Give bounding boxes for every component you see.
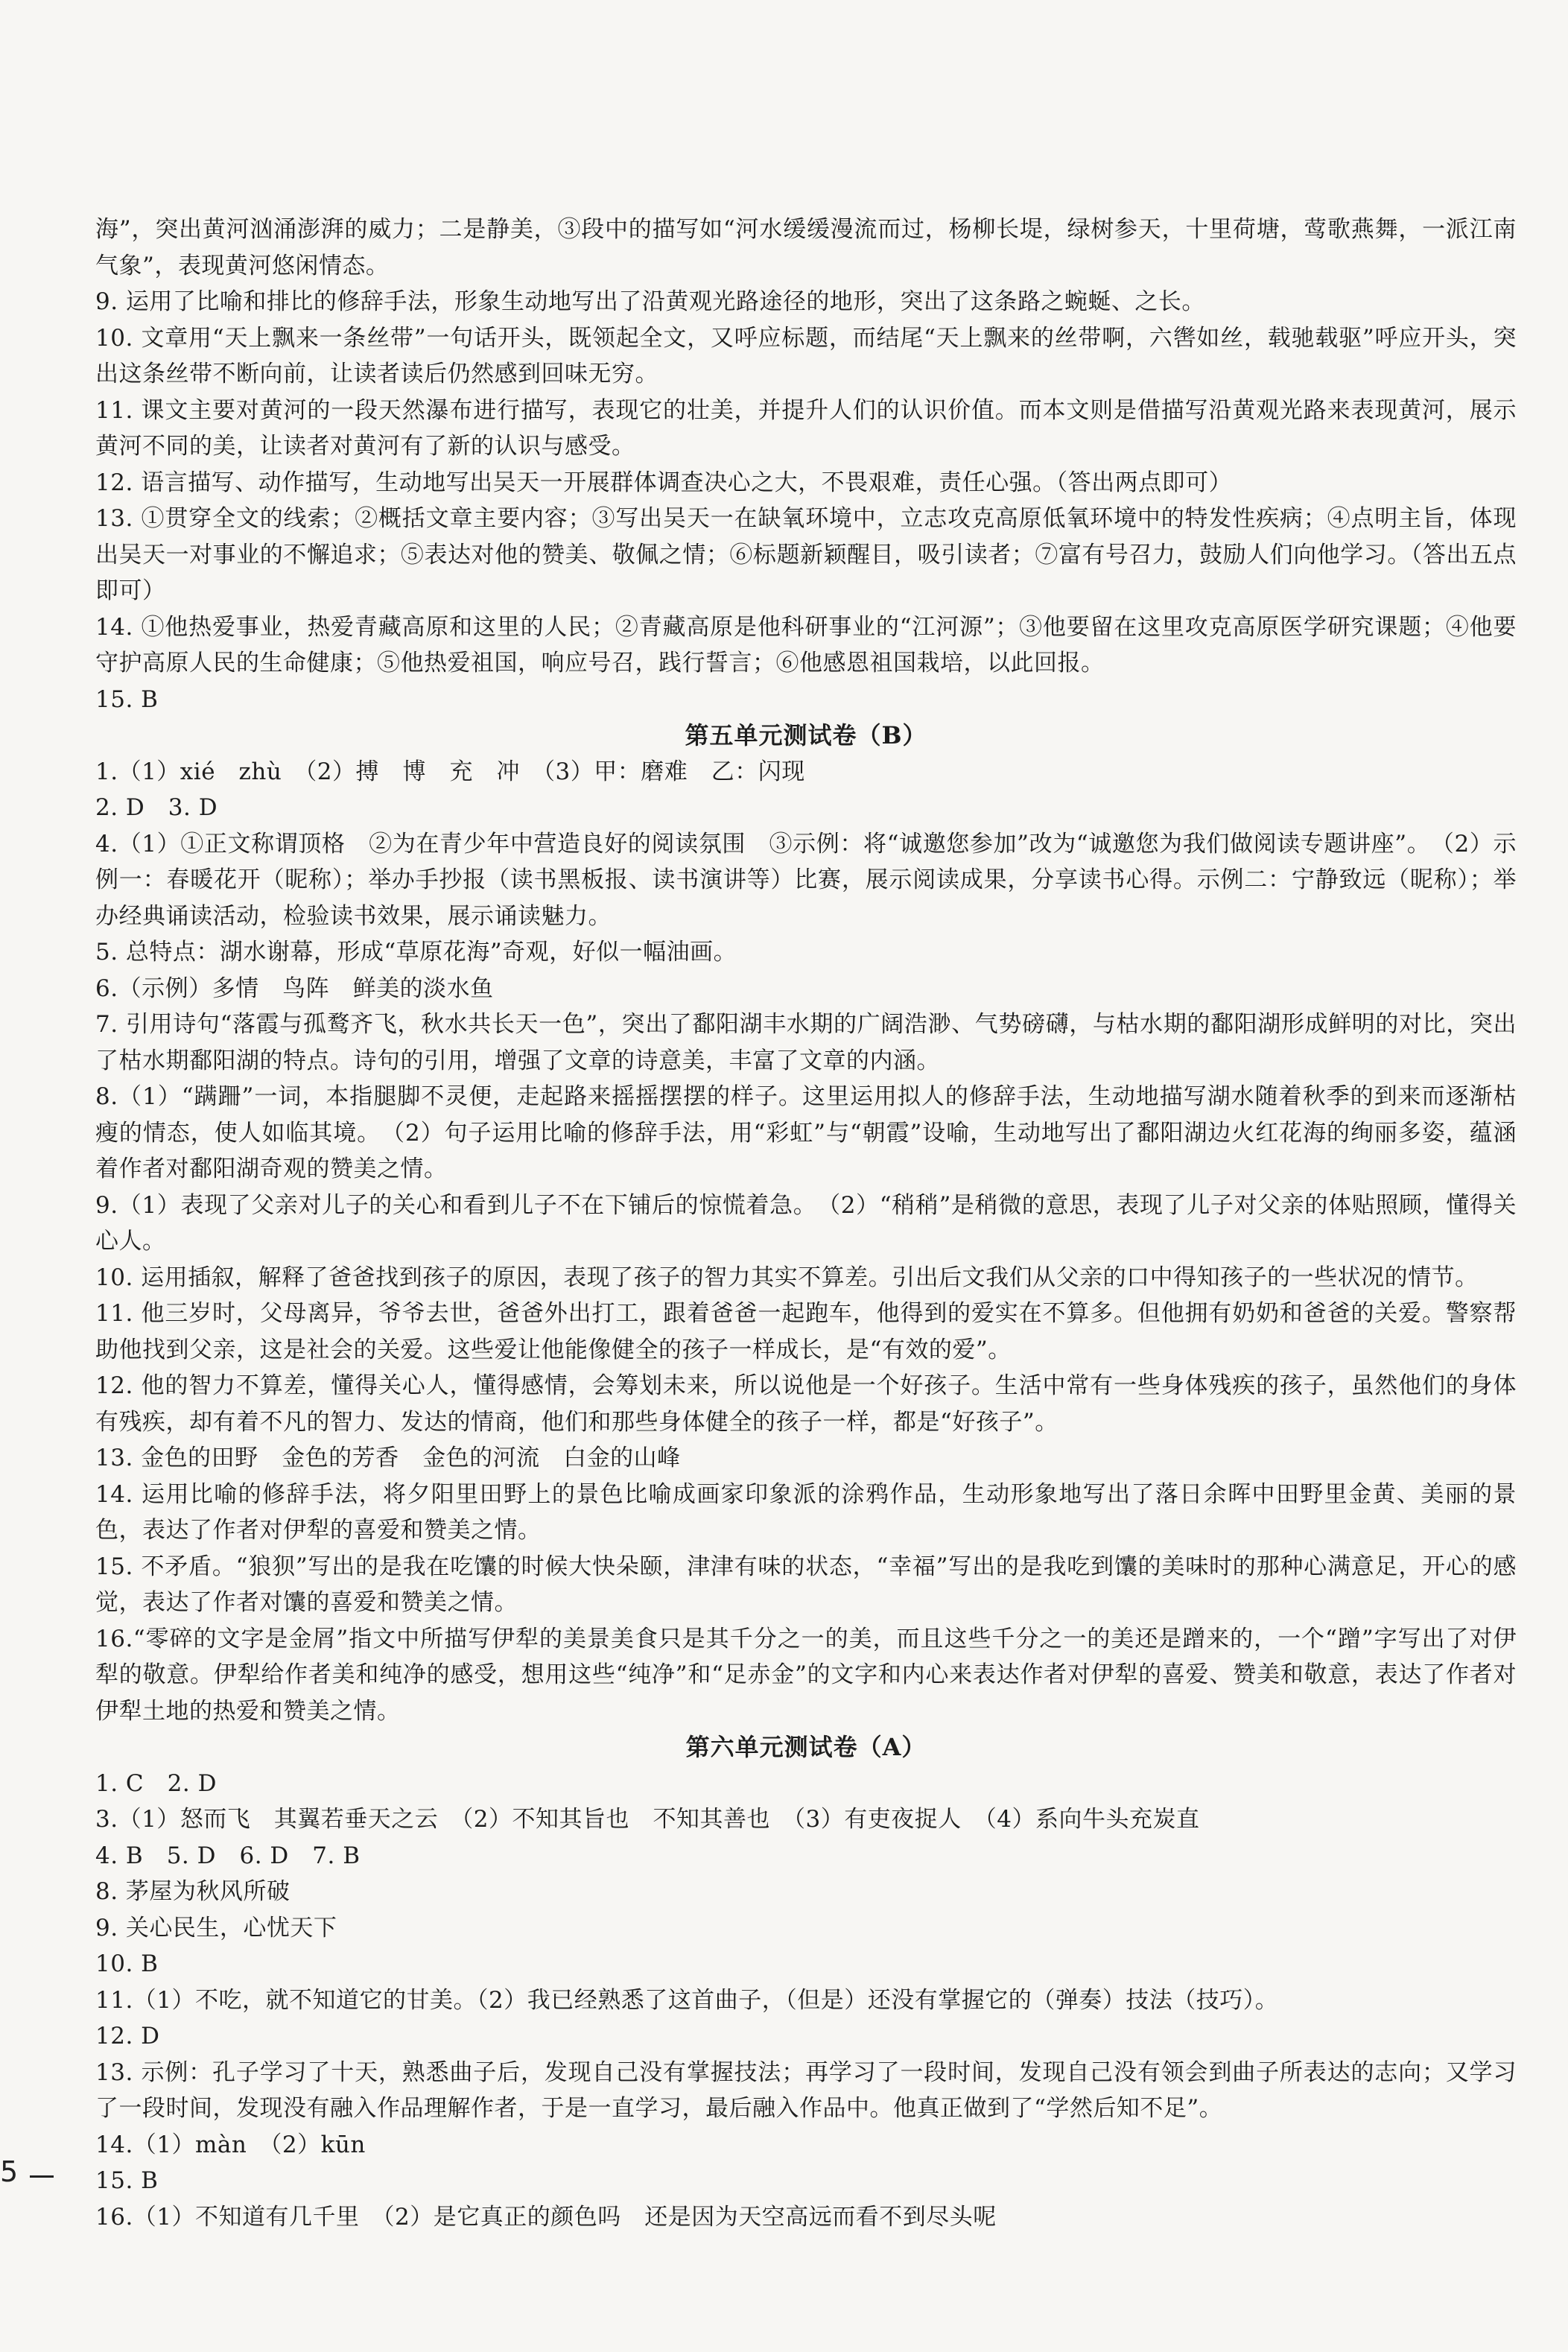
answer-paragraph: 2. D 3. D [95,794,218,821]
answer-paragraph: 10. 文章用“天上飘来一条丝带”一句话开头，既领起全文，又呼应标题，而结尾“天上飘来的丝带啊，六辔如丝，载驰载驱”呼应开头，突出这条丝带不断向前，让读者读后仍然感到回味无穷。 [95,324,1517,387]
answer-paragraph: 9.（1）表现了父亲对儿子的关心和看到儿子不在下铺后的惊慌着急。 （2）“稍稍”是稍微的意思，表现了儿子对父亲的体贴照顾，懂得关心人。 [95,1191,1517,1255]
answer-paragraph: 14. 运用比喻的修辞手法，将夕阳里田野上的景色比喻成画家印象派的涂鸦作品，生动形象地写出了落日余晖中田野里金黄、美丽的景色，表达了作者对伊犁的喜爱和赞美之情。 [95,1480,1517,1544]
answer-paragraph: 16.（1）不知道有几千里 （2）是它真正的颜色吗 还是因为天空高远而看不到尽头呢 [95,2203,997,2231]
answer-paragraph: 11. 他三岁时，父母离异，爷爷去世，爸爸外出打工，跟着爸爸一起跑车，他得到的爱实在不算多。但他拥有奶奶和爸爸的关爱。警察帮助他找到父亲，这是社会的关爱。这些爱让他能像健全的孩子一样成长，是“有效的爱”。 [95,1300,1517,1363]
answer-paragraph: 海”，突出黄河汹涌澎湃的威力；二是静美，③段中的描写如“河水缓缓漫流而过，杨柳长堤，绿树参天，十里荷塘，莺歌燕舞，一派江南气象”，表现黄河悠闲情态。 [95,216,1517,279]
answer-paragraph: 9. 关心民生，心忧天下 [95,1914,337,1941]
section-heading: 第六单元测试卷（A） [685,1733,927,1761]
answer-paragraph: 11.（1）不吃，就不知道它的甘美。（2）我已经熟悉了这首曲子，（但是）还没有掌握它的（弹奏）技法（技巧）。 [95,1986,1279,2014]
answer-paragraph: 15. B [95,2167,159,2194]
answer-paragraph: 12. 语言描写、动作描写，生动地写出吴天一开展群体调查决心之大，不畏艰难，责任心强。（答出两点即可） [95,469,1233,496]
answer-paragraph: 4.（1）①正文称谓顶格 ②为在青少年中营造良好的阅读氛围 ③示例：将“诚邀您参加”改为“诚邀您为我们做阅读专题讲座”。 （2）示例一：春暖花开（昵称）；举办手抄报（读书黑板报、读书演讲等）比赛，展示阅读成果，分享读书心得。示例二：宁静致远（昵称）；举办经典诵读活动，检验读书效果，展示诵读魅力。 [95,830,1517,930]
answer-paragraph: 3.（1）怒而飞 其翼若垂天之云 （2）不知其旨也 不知其善也 （3）有吏夜捉人 （4）系向牛头充炭直 [95,1806,1200,1833]
answer-paragraph: 16.“零碎的文字是金屑”指文中所描写伊犁的美景美食只是其千分之一的美，而且这些千分之一的美还是蹭来的，一个“蹭”字写出了对伊犁的敬意。伊犁给作者美和纯净的感受，想用这些“纯净”和“足赤金”的文字和内心来表达作者对伊犁的喜爱、赞美和敬意，表达了作者对伊犁土地的热爱和赞美之情。 [95,1625,1517,1725]
answer-content [95,212,1517,2235]
answer-paragraph: 1. C 2. D [95,1769,217,1797]
answer-paragraph: 8. 茅屋为秋风所破 [95,1878,291,1905]
answer-paragraph: 6.（示例）多情 鸟阵 鲜美的淡水鱼 [95,974,494,1002]
answer-paragraph: 4. B 5. D 6. D 7. B [95,1842,361,1869]
answer-paragraph: 13. ①贯穿全文的线索；②概括文章主要内容；③写出吴天一在缺氧环境中，立志攻克高原低氧环境中的特发性疾病；④点明主旨，体现出吴天一对事业的不懈追求；⑤表达对他的赞美、敬佩之情；⑥标题新颖醒目，吸引读者；⑦富有号召力，鼓励人们向他学习。（答出五点即可） [95,505,1517,604]
answer-paragraph: 13. 示例：孔子学习了十天，熟悉曲子后，发现自己没有掌握技法；再学习了一段时间，发现自己没有领会到曲子所表达的志向；又学习了一段时间，发现没有融入作品理解作者，于是一直学习，最后融入作品中。他真正做到了“学然后知不足”。 [95,2058,1517,2122]
answer-paragraph: 13. 金色的田野 金色的芳香 金色的河流 白金的山峰 [95,1445,681,1471]
answer-paragraph: 1.（1）xié zhù （2）搏 博 充 冲 （3）甲：磨难 乙：闪现 [95,758,805,785]
section-heading: 第五单元测试卷（B） [685,721,927,749]
answer-paragraph: 11. 课文主要对黄河的一段天然瀑布进行描写，表现它的壮美，并提升人们的认识价值。而本文则是借描写沿黄观光路来表现黄河，展示黄河不同的美，让读者对黄河有了新的认识与感受。 [95,396,1517,460]
answer-paragraph: 12. 他的智力不算差，懂得关心人，懂得感情，会筹划未来，所以说他是一个好孩子。生活中常有一些身体残疾的孩子，虽然他们的身体有残疾，却有着不凡的智力、发达的情商，他们和那些身体健全的孩子一样，都是“好孩子”。 [95,1372,1517,1436]
page-number-rule [30,2175,54,2178]
answer-paragraph: 15. 不矛盾。“狼狈”写出的是我在吃馕的时候大快朵颐，津津有味的状态，“幸福”写出的是我吃到馕的美味时的那种心满意足，开心的感觉，表达了作者对馕的喜爱和赞美之情。 [95,1553,1517,1616]
answer-paragraph: 12. D [95,2023,160,2050]
page-number: 5 [0,2155,19,2188]
answer-paragraph: 5. 总特点：湖水谢幕，形成“草原花海”奇观，好似一幅油画。 [95,939,737,966]
answer-paragraph: 15. B [95,685,159,713]
answer-paragraph: 10. 运用插叙，解释了爸爸找到孩子的原因，表现了孩子的智力其实不算差。引出后文我们从父亲的口中得知孩子的一些状况的情节。 [95,1264,1479,1291]
answer-paragraph: 9. 运用了比喻和排比的修辞手法，形象生动地写出了沿黄观光路途径的地形，突出了这条路之蜿蜒、之长。 [95,288,1205,315]
answer-paragraph: 8.（1）“蹒跚”一词，本指腿脚不灵便，走起路来摇摇摆摆的样子。这里运用拟人的修辞手法，生动地描写湖水随着秋季的到来而逐渐枯瘦的情态，使人如临其境。 （2）句子运用比喻的修辞手法，用“彩虹”与“朝霞”设喻，生动地写出了鄱阳湖边火红花海的绚丽多姿，蕴涵着作者对鄱阳湖奇观的赞美之情。 [95,1083,1517,1182]
answer-paragraph: 14. ①他热爱事业，热爱青藏高原和这里的人民；②青藏高原是他科研事业的“江河源”；③他要留在这里攻克高原医学研究课题；④他要守护高原人民的生命健康；⑤他热爱祖国，响应号召，践行誓言；⑥他感恩祖国栽培，以此回报。 [95,613,1517,676]
answer-paragraph: 10. B [95,1950,159,1977]
answer-paragraph: 14.（1）màn （2）kūn [95,2131,366,2158]
answer-paragraph: 7. 引用诗句“落霞与孤鹜齐飞，秋水共长天一色”，突出了鄱阳湖丰水期的广阔浩渺、气势磅礴，与枯水期的鄱阳湖形成鲜明的对比，突出了枯水期鄱阳湖的特点。诗句的引用，增强了文章的诗意美，丰富了文章的内涵。 [95,1011,1517,1074]
